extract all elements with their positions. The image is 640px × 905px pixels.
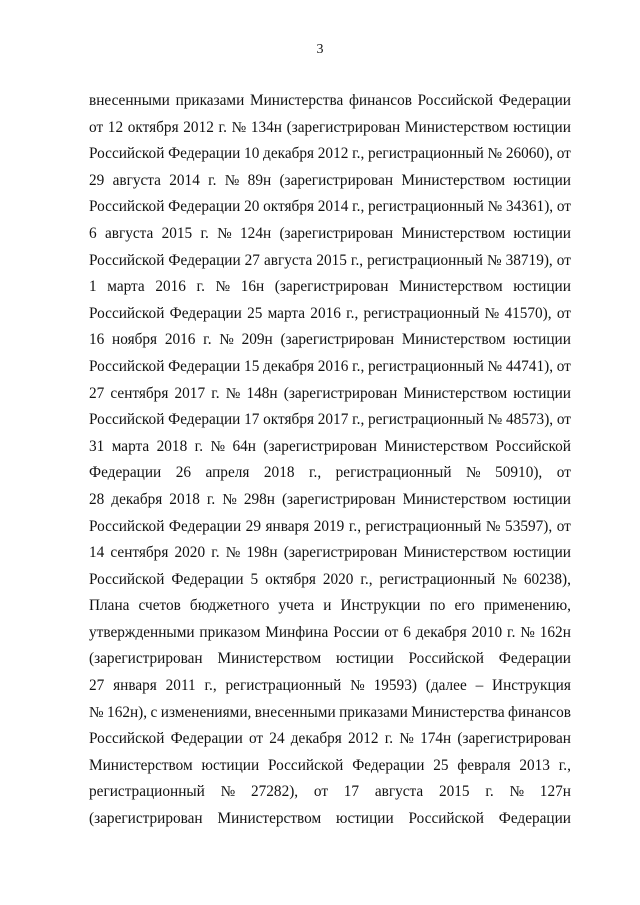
word: 2017: [317, 411, 349, 429]
word: ноября: [112, 331, 158, 349]
text-line: [89, 381, 571, 408]
word: применению,: [483, 597, 571, 615]
word: 14: [89, 544, 105, 562]
word: марта: [107, 278, 145, 296]
word: г.: [218, 118, 227, 136]
word: 41570),: [504, 304, 552, 322]
word: Федерации: [170, 730, 243, 748]
word: №: [225, 384, 241, 402]
word: Инструкции: [340, 597, 421, 615]
word: 17: [343, 783, 360, 801]
text-line: [89, 141, 571, 168]
word: от: [89, 118, 104, 136]
word: августа: [263, 251, 313, 269]
word: г.,: [204, 677, 217, 695]
word: 5: [250, 570, 259, 588]
word: приказами: [175, 92, 245, 109]
word: юстиции: [513, 224, 571, 242]
word: Министерством: [217, 650, 322, 668]
word: регистрационный: [365, 517, 482, 535]
text-line: [89, 487, 571, 514]
word: 2014: [317, 198, 349, 216]
word: 26: [175, 464, 192, 482]
word: регистрационный: [89, 783, 205, 801]
word: Федерации: [169, 304, 242, 322]
word: г.: [211, 384, 220, 402]
word: от: [556, 464, 571, 482]
word: 2018: [169, 490, 200, 508]
text-line: [89, 540, 571, 567]
word: г.: [200, 224, 209, 242]
word: г.: [507, 623, 516, 641]
word: декабря: [111, 490, 163, 508]
word: Российской: [89, 730, 165, 748]
text-line: [89, 115, 571, 142]
word: (зарегистрирован: [89, 650, 203, 668]
word: изменениями,: [160, 703, 252, 721]
word: Министерством: [217, 810, 322, 828]
word: Российской: [89, 304, 165, 322]
word: Федерации: [498, 92, 571, 109]
word: г.,: [352, 145, 365, 163]
word: Инструкция: [492, 677, 571, 695]
word: Российской: [267, 756, 344, 774]
word: февраля: [457, 756, 511, 774]
word: 28: [89, 490, 105, 508]
word: №: [485, 517, 501, 535]
word: регистрационный: [367, 145, 484, 163]
word: 26060),: [505, 145, 554, 163]
word: юстиции: [513, 490, 571, 508]
word: финансов: [508, 703, 571, 721]
word: 60238),: [523, 570, 571, 588]
word: (зарегистрирован: [283, 544, 398, 562]
text-line: [89, 274, 571, 301]
word: 27: [89, 677, 105, 695]
word: августа: [112, 171, 161, 189]
word: Российской: [408, 810, 484, 828]
text-line: [89, 806, 571, 833]
word: января: [265, 517, 310, 535]
word: Плана: [89, 597, 130, 615]
word: приказом: [199, 623, 261, 641]
word: Министерством: [404, 118, 509, 136]
text-line: [89, 88, 571, 115]
word: 34361),: [505, 198, 554, 216]
word: по: [429, 597, 446, 615]
word: 2011: [165, 677, 196, 695]
word: №: [219, 331, 234, 349]
word: Министерством: [401, 224, 506, 242]
word: регистрационный: [379, 570, 496, 588]
text-line: [89, 248, 571, 275]
word: от: [556, 251, 571, 269]
word: №: [215, 278, 231, 296]
word: Российской: [408, 650, 484, 668]
word: марта: [267, 304, 306, 322]
word: 25: [433, 756, 449, 774]
word: октября: [127, 118, 179, 136]
word: регистрационный: [367, 251, 483, 269]
word: 38719),: [505, 251, 553, 269]
word: Российской: [495, 437, 571, 455]
word: Федерации: [498, 650, 571, 668]
word: 2012: [347, 730, 379, 748]
word: 2016: [317, 357, 349, 375]
text-line: [89, 753, 571, 780]
word: Федерации: [352, 756, 425, 774]
word: (зарегистрирован: [280, 331, 395, 349]
word: г.,: [348, 517, 362, 535]
word: Российской: [89, 411, 165, 429]
word: юстиции: [513, 118, 571, 136]
word: регистрационный: [367, 357, 484, 375]
word: и: [323, 597, 332, 615]
word: (зарегистрирован: [286, 118, 401, 136]
word: 89н: [247, 171, 272, 189]
word: 48573),: [505, 411, 554, 429]
word: 2016: [310, 304, 341, 322]
word: Российской: [89, 570, 165, 588]
word: (зарегистрирован: [279, 224, 394, 242]
word: 24: [269, 730, 285, 748]
word: августа: [374, 783, 424, 801]
text-line: [89, 726, 571, 753]
word: 10: [244, 145, 260, 163]
text-line: [89, 221, 571, 248]
word: №: [520, 623, 535, 641]
word: 2010: [471, 623, 503, 641]
word: счетов: [138, 597, 181, 615]
word: №: [399, 730, 414, 748]
word: декабря: [263, 357, 315, 375]
text-line: [89, 700, 571, 727]
word: юстиции: [513, 171, 571, 189]
word: Федерации: [89, 464, 162, 482]
word: марта: [111, 437, 150, 455]
word: декабря: [290, 730, 342, 748]
word: юстиции: [513, 278, 571, 296]
word: 29: [89, 171, 105, 189]
word: с: [150, 703, 158, 721]
word: от: [556, 198, 571, 216]
word: 12: [107, 118, 124, 136]
word: 20: [244, 198, 260, 216]
word: декабря: [263, 145, 315, 163]
word: от: [556, 357, 571, 375]
word: №: [502, 570, 517, 588]
word: 2018: [156, 437, 188, 455]
word: 2019: [313, 517, 345, 535]
word: 134н: [250, 118, 282, 136]
word: г.,: [346, 304, 359, 322]
word: от: [556, 517, 571, 535]
word: Министерства: [249, 92, 344, 109]
word: г.: [208, 171, 217, 189]
word: 19593): [373, 677, 417, 695]
word: 44741),: [505, 357, 554, 375]
word: внесенными: [254, 703, 336, 721]
word: утвержденными: [89, 623, 195, 641]
body-text: [89, 88, 571, 833]
word: 2016: [164, 331, 196, 349]
word: 27: [89, 384, 105, 402]
word: юстиции: [336, 810, 394, 828]
text-line: [89, 407, 571, 434]
word: г.: [211, 544, 220, 562]
word: 127н: [539, 783, 571, 801]
word: России: [333, 623, 380, 641]
word: №: [466, 464, 481, 482]
text-line: [89, 514, 571, 541]
word: юстиции: [513, 384, 571, 402]
word: 198н: [246, 544, 278, 562]
word: регистрационный: [368, 198, 484, 216]
text-line: [89, 327, 571, 354]
word: г.: [203, 331, 212, 349]
word: 2020: [322, 570, 354, 588]
word: №: [210, 437, 226, 455]
word: 2015: [316, 251, 347, 269]
word: 16: [89, 331, 105, 349]
word: юстиции: [336, 650, 394, 668]
word: Российской: [89, 251, 165, 269]
word: (зарегистрирован: [281, 490, 396, 508]
word: №: [222, 490, 237, 508]
word: (зарегистрирован: [283, 384, 398, 402]
word: 64н: [232, 437, 256, 455]
word: Министерством: [403, 544, 508, 562]
word: 2017: [174, 384, 206, 402]
word: 2012: [183, 118, 214, 136]
word: г.,: [558, 756, 571, 774]
text-line: [89, 593, 571, 620]
text-line: [89, 434, 571, 461]
word: 2012: [317, 145, 349, 163]
text-line: [89, 646, 571, 673]
word: регистрационный: [335, 464, 452, 482]
word: регистрационный: [363, 304, 480, 322]
word: финансов: [349, 92, 412, 109]
word: Федерации: [168, 251, 241, 269]
word: бюджетного: [189, 597, 270, 615]
word: Федерации: [168, 145, 241, 163]
word: учета: [278, 597, 315, 615]
word: юстиции: [513, 331, 571, 349]
word: г.,: [308, 464, 322, 482]
word: Федерации: [168, 411, 241, 429]
word: от: [556, 145, 571, 163]
word: Федерации: [171, 570, 244, 588]
word: №: [487, 198, 503, 216]
word: декабря: [415, 623, 467, 641]
word: №: [217, 224, 232, 242]
word: Российской: [89, 145, 165, 163]
word: Российской: [89, 357, 165, 375]
word: 1: [89, 278, 97, 296]
word: юстиции: [513, 544, 571, 562]
word: г.,: [360, 570, 373, 588]
word: августа: [104, 224, 154, 242]
word: г.,: [350, 251, 364, 269]
word: от: [556, 304, 571, 322]
word: 15: [244, 357, 260, 375]
word: №: [225, 544, 241, 562]
word: Министерством: [401, 331, 506, 349]
word: Федерации: [498, 810, 571, 828]
word: 298н: [243, 490, 275, 508]
word: 29: [245, 517, 261, 535]
word: 6: [89, 224, 97, 242]
word: от: [384, 623, 399, 641]
word: №: [484, 304, 500, 322]
word: от: [556, 411, 571, 429]
word: Российской: [417, 92, 494, 109]
word: Федерации: [168, 357, 241, 375]
word: г.,: [352, 411, 365, 429]
word: №: [89, 703, 104, 721]
word: (зарегистрирован: [279, 171, 394, 189]
word: 162н: [539, 623, 571, 641]
word: №: [486, 251, 502, 269]
word: регистрационный: [225, 677, 342, 695]
text-line: [89, 194, 571, 221]
word: г.: [384, 730, 394, 748]
word: Министерством: [398, 278, 503, 296]
word: 17: [244, 411, 260, 429]
word: г.: [206, 490, 216, 508]
word: Федерации: [168, 198, 241, 216]
word: г.: [485, 783, 494, 801]
text-line: [89, 673, 571, 700]
word: от: [313, 783, 329, 801]
word: 2013: [519, 756, 550, 774]
word: (зарегистрирован: [263, 437, 377, 455]
word: г.: [196, 278, 205, 296]
word: 2014: [169, 171, 200, 189]
word: октября: [265, 570, 316, 588]
text-line: [89, 354, 571, 381]
word: г.: [194, 437, 204, 455]
word: внесенными: [89, 92, 170, 109]
word: –: [475, 677, 484, 695]
word: 2015: [438, 783, 470, 801]
word: Министерством: [402, 490, 507, 508]
word: 209н: [241, 331, 273, 349]
word: 124н: [240, 224, 272, 242]
word: юстиции: [201, 756, 260, 774]
word: 53597),: [505, 517, 553, 535]
word: 27: [244, 251, 260, 269]
word: 50910),: [495, 464, 543, 482]
word: Российской: [89, 198, 165, 216]
word: апреля: [205, 464, 250, 482]
word: 2020: [174, 544, 206, 562]
word: октября: [263, 198, 315, 216]
word: 25: [247, 304, 263, 322]
word: сентября: [110, 544, 169, 562]
word: (зарегистрирован: [274, 278, 389, 296]
word: Федерации: [168, 517, 242, 535]
text-line: [89, 620, 571, 647]
text-line: [89, 460, 571, 487]
word: №: [224, 171, 240, 189]
word: января: [113, 677, 157, 695]
word: 27282),: [250, 783, 299, 801]
word: №: [350, 677, 365, 695]
word: 162н),: [107, 703, 148, 721]
page-number: 3: [316, 42, 324, 57]
word: (зарегистрирован: [457, 730, 571, 748]
word: 2015: [161, 224, 193, 242]
word: его: [454, 597, 475, 615]
word: №: [220, 783, 236, 801]
word: №: [487, 145, 503, 163]
word: сентября: [110, 384, 169, 402]
word: (далее: [425, 677, 467, 695]
text-line: [89, 779, 571, 806]
word: Министерством: [403, 384, 508, 402]
word: Министерства: [411, 703, 505, 721]
word: г.,: [352, 357, 365, 375]
word: приказами: [339, 703, 408, 721]
word: №: [487, 411, 503, 429]
word: октября: [263, 411, 315, 429]
word: №: [487, 357, 503, 375]
text-line: [89, 168, 571, 195]
word: 6: [403, 623, 411, 641]
word: Минфина: [265, 623, 329, 641]
word: 148н: [246, 384, 278, 402]
word: регистрационный: [368, 411, 484, 429]
word: от: [248, 730, 264, 748]
word: Министерством: [89, 756, 193, 774]
word: 16н: [240, 278, 265, 296]
word: Российской: [89, 517, 165, 535]
text-line: [89, 567, 571, 594]
word: №: [509, 783, 525, 801]
word: 2016: [155, 278, 186, 296]
word: 2018: [263, 464, 295, 482]
word: Министерством: [384, 437, 489, 455]
word: г.,: [352, 198, 365, 216]
word: 174н: [420, 730, 452, 748]
word: Министерством: [401, 171, 506, 189]
word: №: [231, 118, 247, 136]
word: (зарегистрирован: [89, 810, 203, 828]
text-line: [89, 301, 571, 328]
word: 31: [89, 437, 105, 455]
